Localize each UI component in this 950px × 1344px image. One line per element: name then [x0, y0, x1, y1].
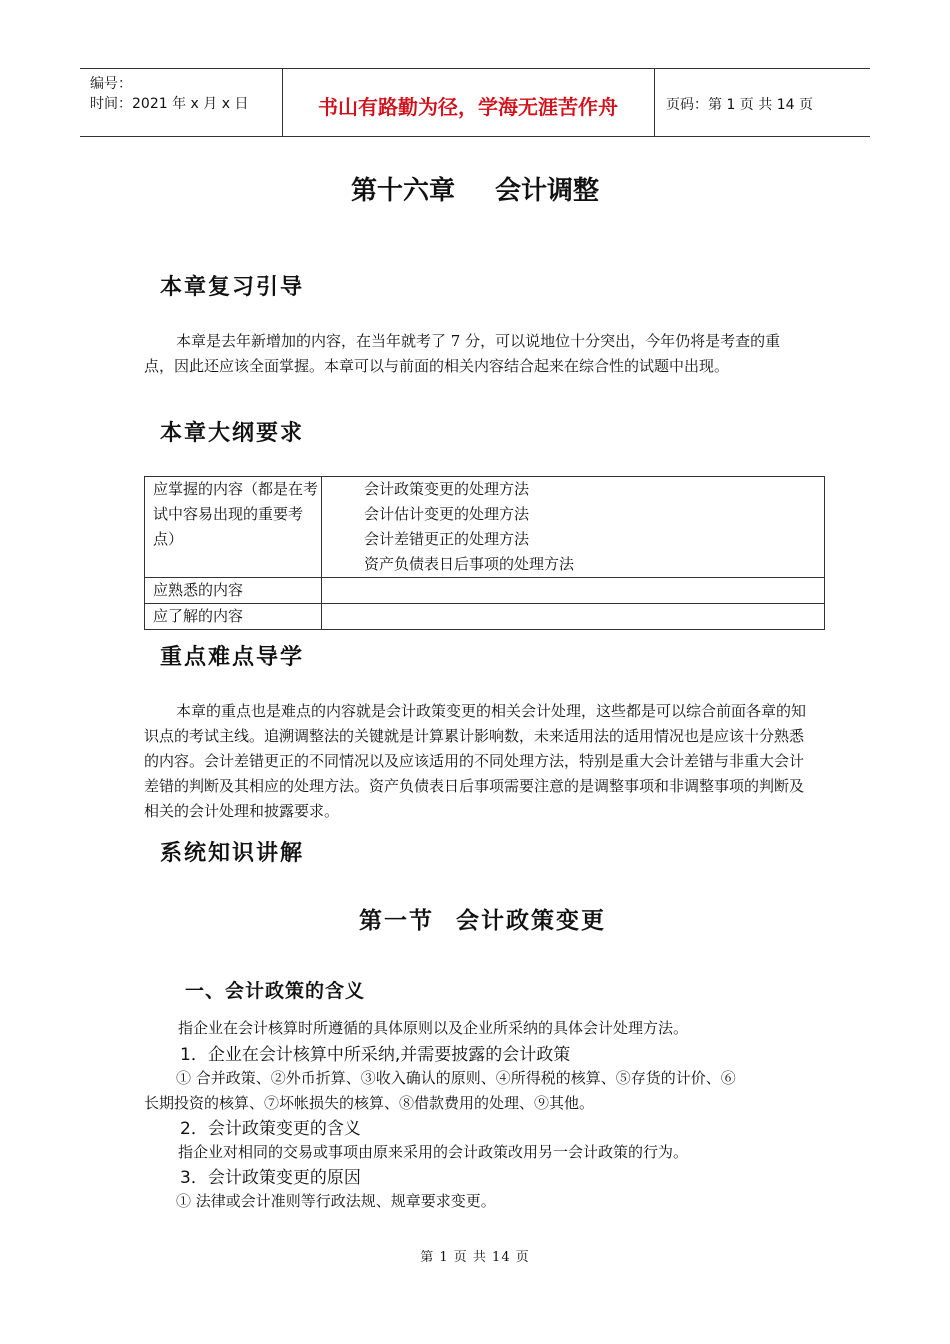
item-3-title: 会计政策变更的原因: [207, 1168, 361, 1188]
header-motto: 书山有路勤为径，学海无涯苦作舟: [318, 95, 618, 119]
serial-label: 编号：: [90, 76, 132, 92]
section-name: 会计政策变更: [456, 908, 606, 934]
chapter-number: 第十六章: [350, 176, 455, 206]
page-footer: 第 1 页 共 14 页: [420, 1250, 530, 1265]
table-row: [145, 578, 825, 604]
list-item: 资产负债表日后事项的处理方法: [364, 555, 575, 573]
item-1-heading: [180, 1040, 570, 1065]
list-item: 会计政策变更的处理方法: [364, 480, 530, 498]
item-1-text: ① 合并政策、②外币折算、③收入确认的原则、④所得税的核算、⑤存货的计价、⑥: [176, 1069, 736, 1087]
table-cell-label: 应了解的内容: [145, 604, 322, 630]
key-points-paragraph: [144, 699, 809, 824]
item-1-title: 企业在会计核算中所采纳,并需要披露的会计政策: [207, 1045, 571, 1065]
item-3-number: 3．: [180, 1168, 208, 1188]
item-1-text-continued: 长期投资的核算、⑦坏帐损失的核算、⑧借款费用的处理、⑨其他。: [144, 1094, 595, 1112]
item-3-heading: [180, 1163, 361, 1188]
definition-text: 指企业在会计核算时所遵循的具体原则以及企业所采纳的具体会计处理方法。: [178, 1019, 689, 1037]
chapter-title: [0, 170, 950, 207]
subsection-heading: 一、会计政策的含义: [185, 980, 366, 1002]
item-2-text: 指企业对相同的交易或事项由原来采用的会计政策改用另一会计政策的行为。: [178, 1143, 689, 1161]
table-cell-items: [322, 578, 825, 604]
review-heading: 本章复习引导: [160, 275, 305, 300]
key-points-heading: 重点难点导学: [160, 645, 305, 670]
review-text: 本章是去年新增加的内容，在当年就考了 7 分，可以说地位十分突出，今年仍将是考查的重点，因此还应该全面掌握。本章可以与前面的相关内容结合起来在综合性的试题中出现。: [144, 332, 781, 375]
item-1-number: 1．: [180, 1045, 208, 1065]
item-2-heading: [180, 1114, 361, 1139]
table-cell-items: [322, 604, 825, 630]
document-header: [80, 68, 870, 137]
system-heading: 系统知识讲解: [160, 841, 305, 866]
section-number: 第一节: [359, 908, 434, 934]
table-row: [145, 477, 825, 578]
review-paragraph: [144, 329, 809, 379]
item-2-number: 2．: [180, 1119, 208, 1139]
syllabus-heading: 本章大纲要求: [160, 421, 305, 446]
key-points-text: 本章的重点也是难点的内容就是会计政策变更的相关会计处理，这些都是可以综合前面各章的知识点的考试主线。追溯调整法的关键就是计算累计影响数，未来适用法的适用情况也是应该十分熟悉的内容。会计差错更正的不同情况以及应该适用的不同处理方法，特别是重大会计差错与非重大会计差错的判断及其相应的处理方法。资产负债表日后事项需要注意的是调整事项和非调整事项的判断及相关的会计处理和披露要求。: [144, 702, 807, 820]
section-title: [0, 902, 950, 935]
syllabus-table: [144, 476, 825, 630]
table-cell-label: 应熟悉的内容: [145, 578, 322, 604]
table-cell-label: 应掌握的内容（都是在考试中容易出现的重要考点）: [145, 477, 322, 578]
list-item: 会计估计变更的处理方法: [364, 505, 530, 523]
table-row: [145, 604, 825, 630]
list-item: 会计差错更正的处理方法: [364, 530, 530, 548]
page-info: 页码：第 1 页 共 14 页: [666, 97, 813, 113]
date-label: 时间：2021 年 x 月 x 日: [90, 96, 249, 112]
item-2-title: 会计政策变更的含义: [207, 1119, 361, 1139]
chapter-name: 会计调整: [495, 176, 600, 206]
table-cell-items: [322, 477, 825, 578]
item-3-text: ① 法律或会计准则等行政法规、规章要求变更。: [176, 1192, 496, 1210]
header-divider: [654, 69, 655, 136]
